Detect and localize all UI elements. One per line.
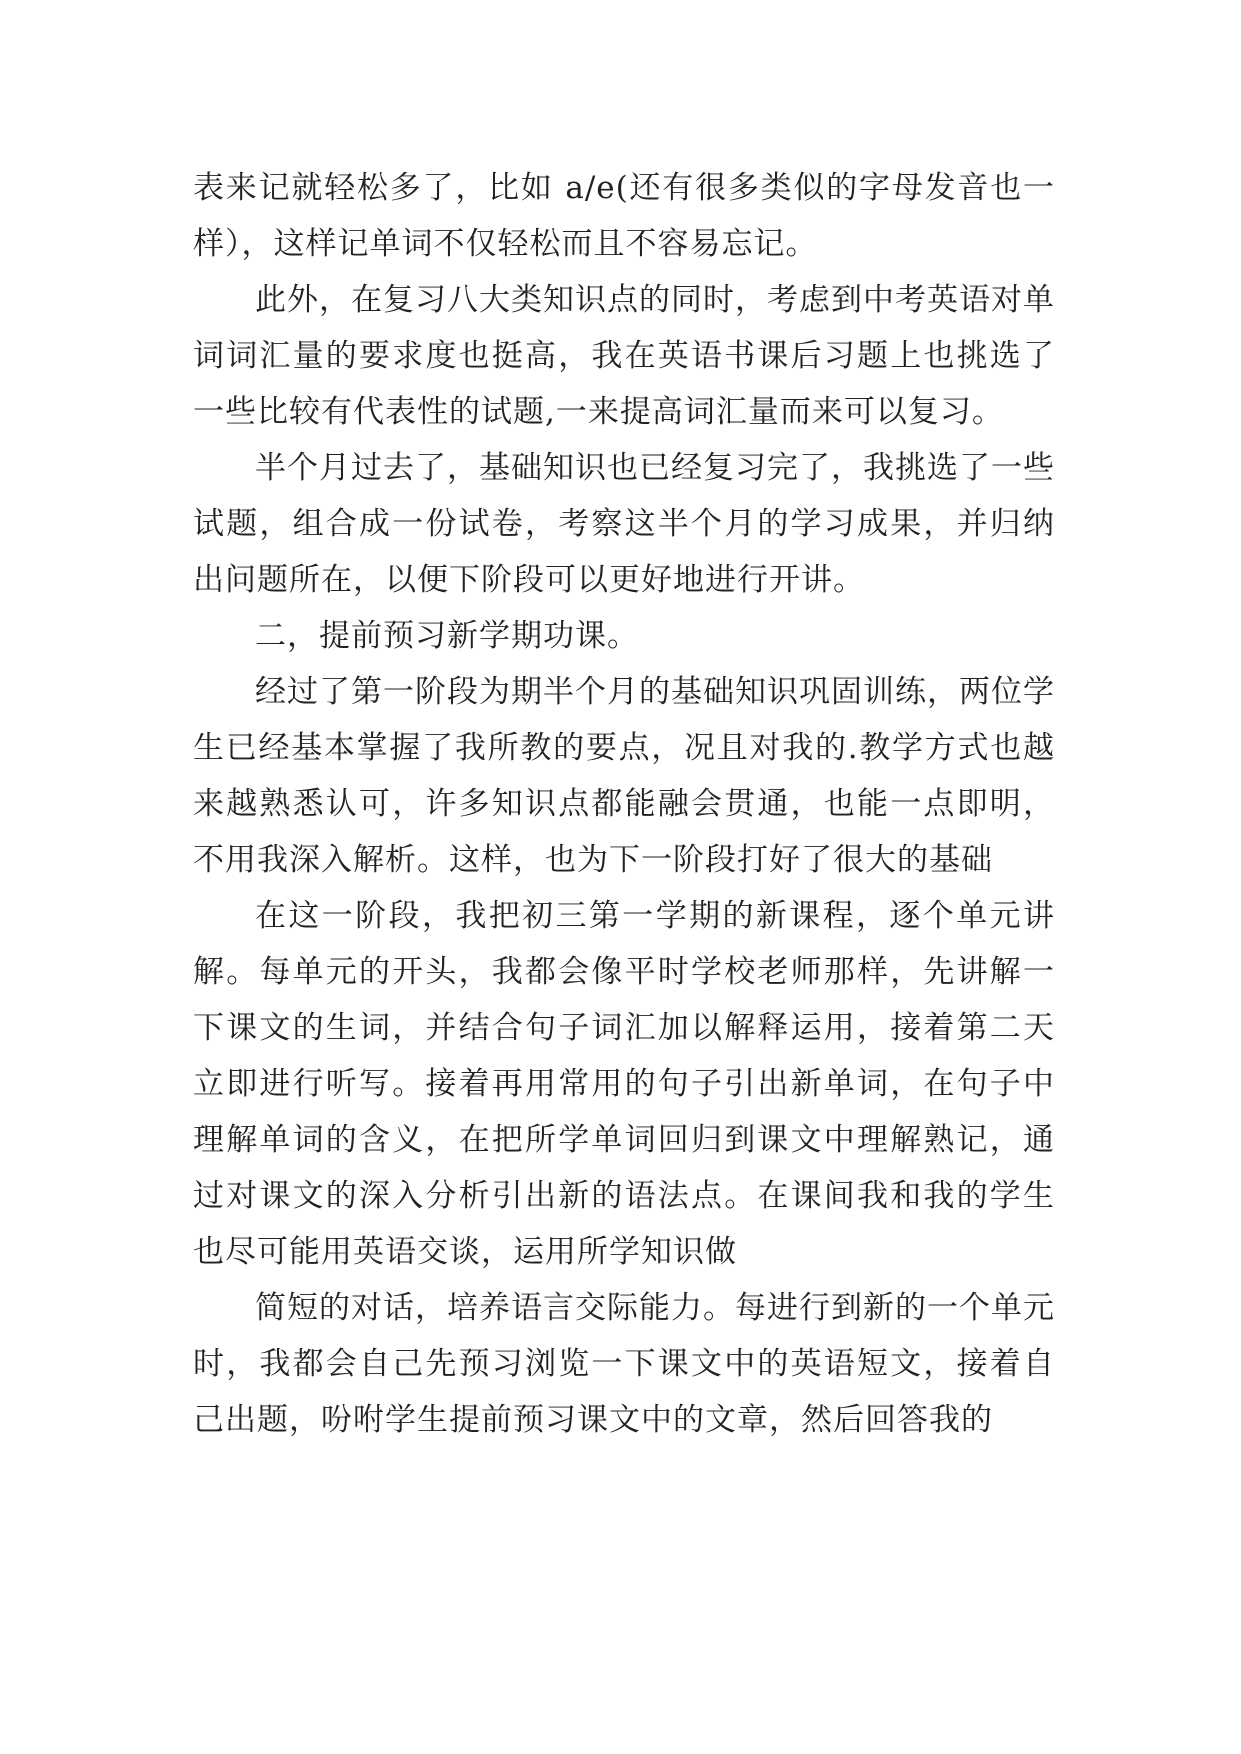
paragraph: 此外，在复习八大类知识点的同时，考虑到中考英语对单词词汇量的要求度也挺高，我在英语书课后习题上也挑选了一些比较有代表性的试题,一来提高词汇量而来可以复习。 [193, 282, 1055, 430]
paragraph: 半个月过去了，基础知识也已经复习完了，我挑选了一些试题，组合成一份试卷，考察这半个月的学习成果，并归纳出问题所在，以便下阶段可以更好地进行开讲。 [193, 450, 1055, 598]
section-heading: 二，提前预习新学期功课。 [255, 618, 639, 654]
paragraph: 在这一阶段，我把初三第一学期的新课程，逐个单元讲解。每单元的开头，我都会像平时学校老师那样，先讲解一下课文的生词，并结合句子词汇加以解释运用，接着第二天立即进行听写。接着再用常用的句子引出新单词，在句子中理解单词的含义，在把所学单词回归到课文中理解熟记，通过对课文的深入分析引出新的语法点。在课间我和我的学生也尽可能用英语交谈，运用所学知识做 [193, 898, 1055, 1270]
document-body [193, 160, 1055, 1448]
paragraph: 经过了第一阶段为期半个月的基础知识巩固训练，两位学生已经基本掌握了我所教的要点，况且对我的.教学方式也越来越熟悉认可，许多知识点都能融会贯通，也能一点即明，不用我深入解析。这样，也为下一阶段打好了很大的基础 [193, 674, 1055, 878]
paragraph: 简短的对话，培养语言交际能力。每进行到新的一个单元时，我都会自己先预习浏览一下课文中的英语短文，接着自己出题，吩咐学生提前预习课文中的文章，然后回答我的 [193, 1290, 1055, 1438]
paragraph-continued: 表来记就轻松多了，比如 a/e(还有很多类似的字母发音也一样），这样记单词不仅轻松而且不容易忘记。 [193, 170, 1055, 262]
